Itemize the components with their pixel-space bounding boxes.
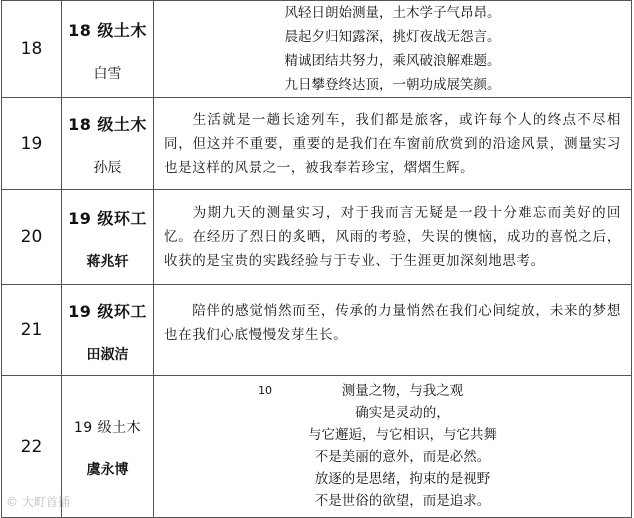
reflection-cell	[154, 376, 632, 518]
reflection-cell	[154, 1, 632, 98]
reflection-body: 陪伴的感觉悄然而至，传承的力量悄然在我们心间绽放，未来的梦想也在我们心底慢慢发芽生长。	[164, 303, 621, 343]
author-cell	[62, 376, 154, 518]
poem	[154, 376, 631, 512]
author-major: 19 级环工	[68, 208, 147, 228]
poem-line: 不是美丽的意外，而是必然。	[314, 449, 491, 465]
poem-line: 测量之物，与我之观	[341, 383, 464, 399]
author-cell	[62, 285, 154, 376]
author-major: 19 级土木	[73, 419, 142, 436]
poem-line: 风轻日朗始测量，土木学子气昂昂。	[284, 5, 501, 21]
table-row	[2, 190, 632, 285]
author-cell	[62, 98, 154, 190]
reflection-body: 为期九天的测量实习，对于我而言无疑是一段十分难忘而美好的回忆。在经历了烈日的炙晒，风雨的考验，失误的懊恼，成功的喜悦之后，收获的是宝贵的实践经验与于专业、于生涯更加深刻地思考。	[164, 205, 621, 269]
row-number: 19	[2, 98, 62, 190]
row-number: 22	[2, 376, 62, 518]
author-name: 白雪	[93, 65, 122, 82]
reflection-body: 生活就是一趟长途列车，我们都是旅客，或许每个人的终点不尽相同，但这并不重要，重要的是我们在车窗前欣赏到的沿途风景，测量实习也是这样的风景之一，被我奉若珍宝，熠熠生辉。	[164, 111, 621, 176]
poem	[154, 1, 631, 97]
watermark: © 大町首插	[6, 495, 70, 509]
poem-line: 精诚团结共努力，乘风破浪解难题。	[284, 53, 501, 69]
table-row	[2, 376, 632, 518]
row-number: 20	[2, 190, 62, 285]
poem-line: 九日攀登终达顶，一朝功成展笑颜。	[284, 77, 501, 93]
author-name: 田淑洁	[86, 346, 129, 363]
author-cell	[62, 1, 154, 98]
reflection-cell	[154, 285, 632, 376]
author-major: 18 级土木	[68, 20, 147, 40]
author-name: 孙辰	[93, 160, 122, 176]
author-major: 19 级环工	[68, 301, 147, 321]
poem-line: 晨起夕归知露深，挑灯夜战无怨言。	[284, 29, 501, 45]
reflection-text	[154, 201, 631, 273]
poem-line: 放逐的是思绪，拘束的是视野	[314, 471, 491, 487]
poem-line: 与它邂逅，与它相识，与它共舞	[308, 427, 497, 443]
table-row	[2, 285, 632, 376]
page-number: 10	[258, 384, 272, 397]
reflection-text	[154, 285, 631, 347]
poem-line: 不是世俗的欲望，而是追求。	[314, 493, 491, 509]
row-number: 18	[2, 1, 62, 98]
table-row	[2, 1, 632, 98]
author-major: 18 级土木	[68, 115, 147, 134]
author-name: 蒋兆轩	[86, 253, 129, 270]
author-name: 虞永博	[86, 461, 129, 478]
reflection-text	[154, 108, 631, 180]
reflection-cell	[154, 190, 632, 285]
row-number: 21	[2, 285, 62, 376]
reflection-table	[1, 0, 632, 518]
poem-line: 确实是灵动的，	[355, 405, 450, 421]
reflection-cell	[154, 98, 632, 190]
table-row	[2, 98, 632, 190]
author-cell	[62, 190, 154, 285]
